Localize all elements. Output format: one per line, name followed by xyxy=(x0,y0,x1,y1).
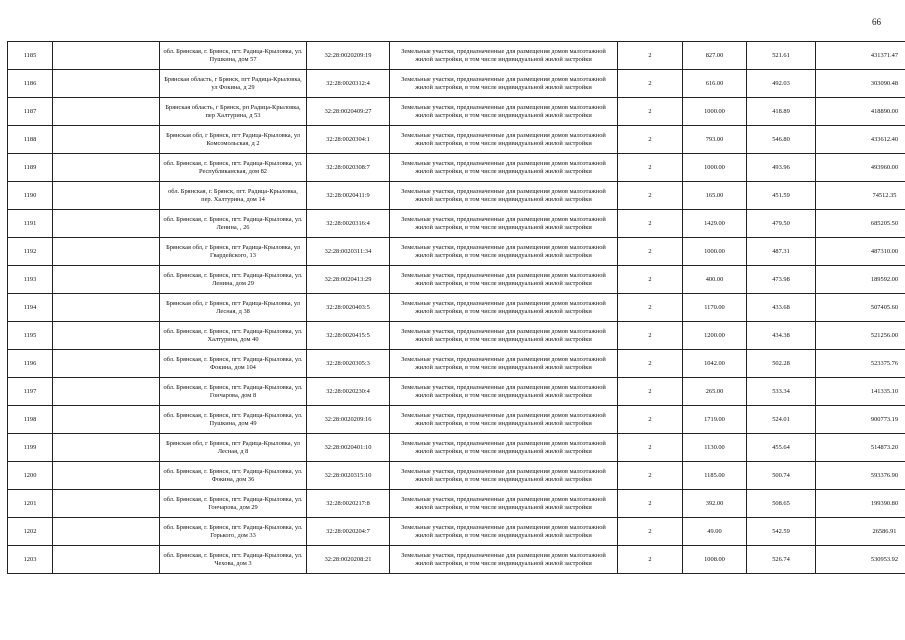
area-cell: 392.00 xyxy=(683,490,747,518)
land-use-cell: Земельные участки, предназначенные для размещения домов малоэтажной жилой застройки, в том числе индивидуальной жилой застройки xyxy=(390,42,618,70)
area-cell: 827.00 xyxy=(683,42,747,70)
row-number-cell: 1200 xyxy=(8,462,53,490)
row-number-cell: 1186 xyxy=(8,70,53,98)
empty-cell xyxy=(53,154,160,182)
group-cell: 2 xyxy=(618,210,683,238)
group-cell: 2 xyxy=(618,182,683,210)
row-number-cell: 1196 xyxy=(8,350,53,378)
empty-cell xyxy=(53,98,160,126)
land-use-cell: Земельные участки, предназначенные для размещения домов малоэтажной жилой застройки, в том числе индивидуальной жилой застройки xyxy=(390,378,618,406)
area-cell: 1000.00 xyxy=(683,98,747,126)
cadastral-value-cell: 418890.00 xyxy=(816,98,905,126)
cadastral-number-cell: 32:28:0020308:7 xyxy=(307,154,390,182)
row-number-cell: 1202 xyxy=(8,518,53,546)
cadastral-value-cell: 431371.47 xyxy=(816,42,905,70)
table-row xyxy=(8,98,905,126)
table-row xyxy=(8,490,905,518)
table-row xyxy=(8,266,905,294)
row-number-cell: 1203 xyxy=(8,546,53,574)
cadastral-value-cell: 530953.92 xyxy=(816,546,905,574)
land-use-cell: Земельные участки, предназначенные для размещения домов малоэтажной жилой застройки, в том числе индивидуальной жилой застройки xyxy=(390,406,618,434)
cadastral-number-cell: 32:28:0020230:4 xyxy=(307,378,390,406)
empty-cell xyxy=(53,322,160,350)
table-row xyxy=(8,322,905,350)
land-use-cell: Земельные участки, предназначенные для размещения домов малоэтажной жилой застройки, в том числе индивидуальной жилой застройки xyxy=(390,546,618,574)
empty-cell xyxy=(53,126,160,154)
unit-value-cell: 502.28 xyxy=(747,350,816,378)
unit-value-cell: 479.50 xyxy=(747,210,816,238)
row-number-cell: 1201 xyxy=(8,490,53,518)
table-row xyxy=(8,434,905,462)
group-cell: 2 xyxy=(618,378,683,406)
unit-value-cell: 524.01 xyxy=(747,406,816,434)
empty-cell xyxy=(53,462,160,490)
page-number: 66 xyxy=(872,17,881,27)
cadastral-value-cell: 74512.35 xyxy=(816,182,905,210)
group-cell: 2 xyxy=(618,70,683,98)
table-body xyxy=(8,42,905,574)
area-cell: 1042.00 xyxy=(683,350,747,378)
group-cell: 2 xyxy=(618,322,683,350)
row-number-cell: 1198 xyxy=(8,406,53,434)
group-cell: 2 xyxy=(618,42,683,70)
land-use-cell: Земельные участки, предназначенные для размещения домов малоэтажной жилой застройки, в том числе индивидуальной жилой застройки xyxy=(390,266,618,294)
group-cell: 2 xyxy=(618,406,683,434)
empty-cell xyxy=(53,266,160,294)
address-cell: Брянская обл, г Брянск, пгт Радица-Крыловка, ул Лесная, д 38 xyxy=(160,294,307,322)
cadastral-number-cell: 32:28:0020217:8 xyxy=(307,490,390,518)
unit-value-cell: 493.96 xyxy=(747,154,816,182)
unit-value-cell: 492.03 xyxy=(747,70,816,98)
cadastral-value-cell: 523375.76 xyxy=(816,350,905,378)
address-cell: обл. Брянская, г. Брянск, пгт. Радица-Крыловка, ул. Гончарова, дом 8 xyxy=(160,378,307,406)
area-cell: 793.00 xyxy=(683,126,747,154)
group-cell: 2 xyxy=(618,294,683,322)
land-use-cell: Земельные участки, предназначенные для размещения домов малоэтажной жилой застройки, в том числе индивидуальной жилой застройки xyxy=(390,70,618,98)
row-number-cell: 1185 xyxy=(8,42,53,70)
land-use-cell: Земельные участки, предназначенные для размещения домов малоэтажной жилой застройки, в том числе индивидуальной жилой застройки xyxy=(390,518,618,546)
empty-cell xyxy=(53,42,160,70)
unit-value-cell: 533.34 xyxy=(747,378,816,406)
table-row xyxy=(8,378,905,406)
unit-value-cell: 500.74 xyxy=(747,462,816,490)
address-cell: обл. Брянская, г. Брянск, пгт. Радица-Крыловка, ул. Пушкина, дом 57 xyxy=(160,42,307,70)
row-number-cell: 1192 xyxy=(8,238,53,266)
land-use-cell: Земельные участки, предназначенные для размещения домов малоэтажной жилой застройки, в том числе индивидуальной жилой застройки xyxy=(390,154,618,182)
table-row xyxy=(8,210,905,238)
row-number-cell: 1193 xyxy=(8,266,53,294)
unit-value-cell: 433.68 xyxy=(747,294,816,322)
empty-cell xyxy=(53,406,160,434)
cadastral-number-cell: 32:28:0020315:10 xyxy=(307,462,390,490)
table-row xyxy=(8,126,905,154)
cadastral-value-cell: 900773.19 xyxy=(816,406,905,434)
table-row xyxy=(8,238,905,266)
empty-cell xyxy=(53,518,160,546)
unit-value-cell: 508.65 xyxy=(747,490,816,518)
group-cell: 2 xyxy=(618,154,683,182)
cadastral-number-cell: 32:28:0020401:10 xyxy=(307,434,390,462)
cadastral-number-cell: 32:28:0020204:7 xyxy=(307,518,390,546)
address-cell: обл. Брянская, г. Брянск, пгт. Радица-Крыловка, ул. Халтурина, дом 40 xyxy=(160,322,307,350)
empty-cell xyxy=(53,546,160,574)
land-use-cell: Земельные участки, предназначенные для размещения домов малоэтажной жилой застройки, в том числе индивидуальной жилой застройки xyxy=(390,294,618,322)
cadastral-value-cell: 507405.60 xyxy=(816,294,905,322)
empty-cell xyxy=(53,378,160,406)
area-cell: 265.00 xyxy=(683,378,747,406)
group-cell: 2 xyxy=(618,546,683,574)
empty-cell xyxy=(53,490,160,518)
address-cell: Брянская обл, г Брянск, пгт Радица-Крыловка, ул Гвардейского, 13 xyxy=(160,238,307,266)
table-row xyxy=(8,154,905,182)
row-number-cell: 1190 xyxy=(8,182,53,210)
cadastral-value-cell: 685205.50 xyxy=(816,210,905,238)
area-cell: 1429.00 xyxy=(683,210,747,238)
cadastral-number-cell: 32:28:0020409:27 xyxy=(307,98,390,126)
cadastral-number-cell: 32:28:0020316:4 xyxy=(307,210,390,238)
cadastral-value-cell: 189592.00 xyxy=(816,266,905,294)
row-number-cell: 1194 xyxy=(8,294,53,322)
address-cell: Брянская обл, г Брянск, пгт Радица-Крыловка, ул Комсомольская, д 2 xyxy=(160,126,307,154)
area-cell: 1000.00 xyxy=(683,238,747,266)
table-row xyxy=(8,406,905,434)
cadastral-number-cell: 32:28:0020208:21 xyxy=(307,546,390,574)
empty-cell xyxy=(53,350,160,378)
cadastral-number-cell: 32:28:0020311:34 xyxy=(307,238,390,266)
address-cell: обл. Брянская, г. Брянск, пгт. Радица-Крыловка, ул. Республиканская, дом 82 xyxy=(160,154,307,182)
area-cell: 1185.00 xyxy=(683,462,747,490)
land-use-cell: Земельные участки, предназначенные для размещения домов малоэтажной жилой застройки, в том числе индивидуальной жилой застройки xyxy=(390,434,618,462)
area-cell: 1200.00 xyxy=(683,322,747,350)
row-number-cell: 1197 xyxy=(8,378,53,406)
land-use-cell: Земельные участки, предназначенные для размещения домов малоэтажной жилой застройки, в том числе индивидуальной жилой застройки xyxy=(390,462,618,490)
row-number-cell: 1191 xyxy=(8,210,53,238)
table-row xyxy=(8,350,905,378)
unit-value-cell: 418.89 xyxy=(747,98,816,126)
cadastral-number-cell: 32:28:0020411:9 xyxy=(307,182,390,210)
land-use-cell: Земельные участки, предназначенные для размещения домов малоэтажной жилой застройки, в том числе индивидуальной жилой застройки xyxy=(390,182,618,210)
row-number-cell: 1189 xyxy=(8,154,53,182)
table-row xyxy=(8,546,905,574)
area-cell: 1008.00 xyxy=(683,546,747,574)
address-cell: обл. Брянская, г. Брянск, пгт. Радица-Крыловка, ул. Ленина, дом 29 xyxy=(160,266,307,294)
address-cell: обл. Брянская, г. Брянск, пгт. Радица-Крыловка, ул. Ленина, , 26 xyxy=(160,210,307,238)
cadastral-value-cell: 521256.00 xyxy=(816,322,905,350)
group-cell: 2 xyxy=(618,126,683,154)
unit-value-cell: 487.31 xyxy=(747,238,816,266)
table-row xyxy=(8,518,905,546)
land-use-cell: Земельные участки, предназначенные для размещения домов малоэтажной жилой застройки, в том числе индивидуальной жилой застройки xyxy=(390,322,618,350)
row-number-cell: 1187 xyxy=(8,98,53,126)
cadastral-number-cell: 32:28:0020415:5 xyxy=(307,322,390,350)
land-use-cell: Земельные участки, предназначенные для размещения домов малоэтажной жилой застройки, в том числе индивидуальной жилой застройки xyxy=(390,490,618,518)
area-cell: 616.00 xyxy=(683,70,747,98)
row-number-cell: 1199 xyxy=(8,434,53,462)
address-cell: Брянская область, г Брянск, рп Радица-Крыловка, пер Халтурина, д 53 xyxy=(160,98,307,126)
cadastral-value-cell: 303090.48 xyxy=(816,70,905,98)
area-cell: 49.00 xyxy=(683,518,747,546)
address-cell: обл. Брянская, г. Брянск, пгт. Радица-Крыловка, ул. Горького, дом 33 xyxy=(160,518,307,546)
area-cell: 1719.00 xyxy=(683,406,747,434)
land-use-cell: Земельные участки, предназначенные для размещения домов малоэтажной жилой застройки, в том числе индивидуальной жилой застройки xyxy=(390,98,618,126)
cadastral-number-cell: 32:28:0020304:1 xyxy=(307,126,390,154)
group-cell: 2 xyxy=(618,266,683,294)
cadastral-value-cell: 593376.90 xyxy=(816,462,905,490)
cadastral-value-cell: 199390.80 xyxy=(816,490,905,518)
area-cell: 165.00 xyxy=(683,182,747,210)
empty-cell xyxy=(53,294,160,322)
address-cell: обл. Брянская, г. Брянск, пгт. Радица-Крыловка, пер. Халтурина, дом 14 xyxy=(160,182,307,210)
group-cell: 2 xyxy=(618,238,683,266)
empty-cell xyxy=(53,182,160,210)
land-use-cell: Земельные участки, предназначенные для размещения домов малоэтажной жилой застройки, в том числе индивидуальной жилой застройки xyxy=(390,350,618,378)
unit-value-cell: 455.64 xyxy=(747,434,816,462)
group-cell: 2 xyxy=(618,434,683,462)
address-cell: Брянская область, г Брянск, пгт Радица-Крыловка, ул Фокина, д 29 xyxy=(160,70,307,98)
cadastral-value-cell: 514873.20 xyxy=(816,434,905,462)
row-number-cell: 1195 xyxy=(8,322,53,350)
unit-value-cell: 473.98 xyxy=(747,266,816,294)
cadastral-value-cell: 487310.00 xyxy=(816,238,905,266)
unit-value-cell: 434.38 xyxy=(747,322,816,350)
empty-cell xyxy=(53,70,160,98)
cadastral-value-cell: 493960.00 xyxy=(816,154,905,182)
unit-value-cell: 521.61 xyxy=(747,42,816,70)
group-cell: 2 xyxy=(618,462,683,490)
group-cell: 2 xyxy=(618,490,683,518)
cadastral-value-cell: 26586.91 xyxy=(816,518,905,546)
unit-value-cell: 451.59 xyxy=(747,182,816,210)
cadastral-number-cell: 32:28:0020305:3 xyxy=(307,350,390,378)
table-row xyxy=(8,70,905,98)
cadastral-value-table xyxy=(7,41,905,574)
area-cell: 1170.00 xyxy=(683,294,747,322)
empty-cell xyxy=(53,238,160,266)
address-cell: обл. Брянская, г. Брянск, пгт. Радица-Крыловка, ул. Фокина, дом 36 xyxy=(160,462,307,490)
unit-value-cell: 546.80 xyxy=(747,126,816,154)
land-use-cell: Земельные участки, предназначенные для размещения домов малоэтажной жилой застройки, в том числе индивидуальной жилой застройки xyxy=(390,210,618,238)
cadastral-number-cell: 32:28:0020312:4 xyxy=(307,70,390,98)
cadastral-number-cell: 32:28:0020209:16 xyxy=(307,406,390,434)
table-row xyxy=(8,294,905,322)
address-cell: обл. Брянская, г. Брянск, пгт. Радица-Крыловка, ул. Чехова, дом 3 xyxy=(160,546,307,574)
address-cell: Брянская обл, г Брянск, пгт Радица-Крыловка, ул Лесная, д 8 xyxy=(160,434,307,462)
empty-cell xyxy=(53,434,160,462)
land-use-cell: Земельные участки, предназначенные для размещения домов малоэтажной жилой застройки, в том числе индивидуальной жилой застройки xyxy=(390,126,618,154)
address-cell: обл. Брянская, г. Брянск, пгт. Радица-Крыловка, ул. Пушкина, дом 49 xyxy=(160,406,307,434)
unit-value-cell: 542.59 xyxy=(747,518,816,546)
cadastral-number-cell: 32:28:0020403:5 xyxy=(307,294,390,322)
group-cell: 2 xyxy=(618,518,683,546)
area-cell: 1000.00 xyxy=(683,154,747,182)
land-use-cell: Земельные участки, предназначенные для размещения домов малоэтажной жилой застройки, в том числе индивидуальной жилой застройки xyxy=(390,238,618,266)
table-row xyxy=(8,182,905,210)
unit-value-cell: 526.74 xyxy=(747,546,816,574)
group-cell: 2 xyxy=(618,98,683,126)
area-cell: 1130.00 xyxy=(683,434,747,462)
area-cell: 400.00 xyxy=(683,266,747,294)
row-number-cell: 1188 xyxy=(8,126,53,154)
address-cell: обл. Брянская, г. Брянск, пгт. Радица-Крыловка, ул. Фокина, дом 104 xyxy=(160,350,307,378)
cadastral-number-cell: 32:28:0020413:29 xyxy=(307,266,390,294)
table-row xyxy=(8,42,905,70)
empty-cell xyxy=(53,210,160,238)
address-cell: обл. Брянская, г. Брянск, пгт. Радица-Крыловка, ул. Гончарова, дом 29 xyxy=(160,490,307,518)
cadastral-value-cell: 433612.40 xyxy=(816,126,905,154)
table-row xyxy=(8,462,905,490)
cadastral-number-cell: 32:28:0020209:19 xyxy=(307,42,390,70)
cadastral-value-cell: 141335.10 xyxy=(816,378,905,406)
group-cell: 2 xyxy=(618,350,683,378)
